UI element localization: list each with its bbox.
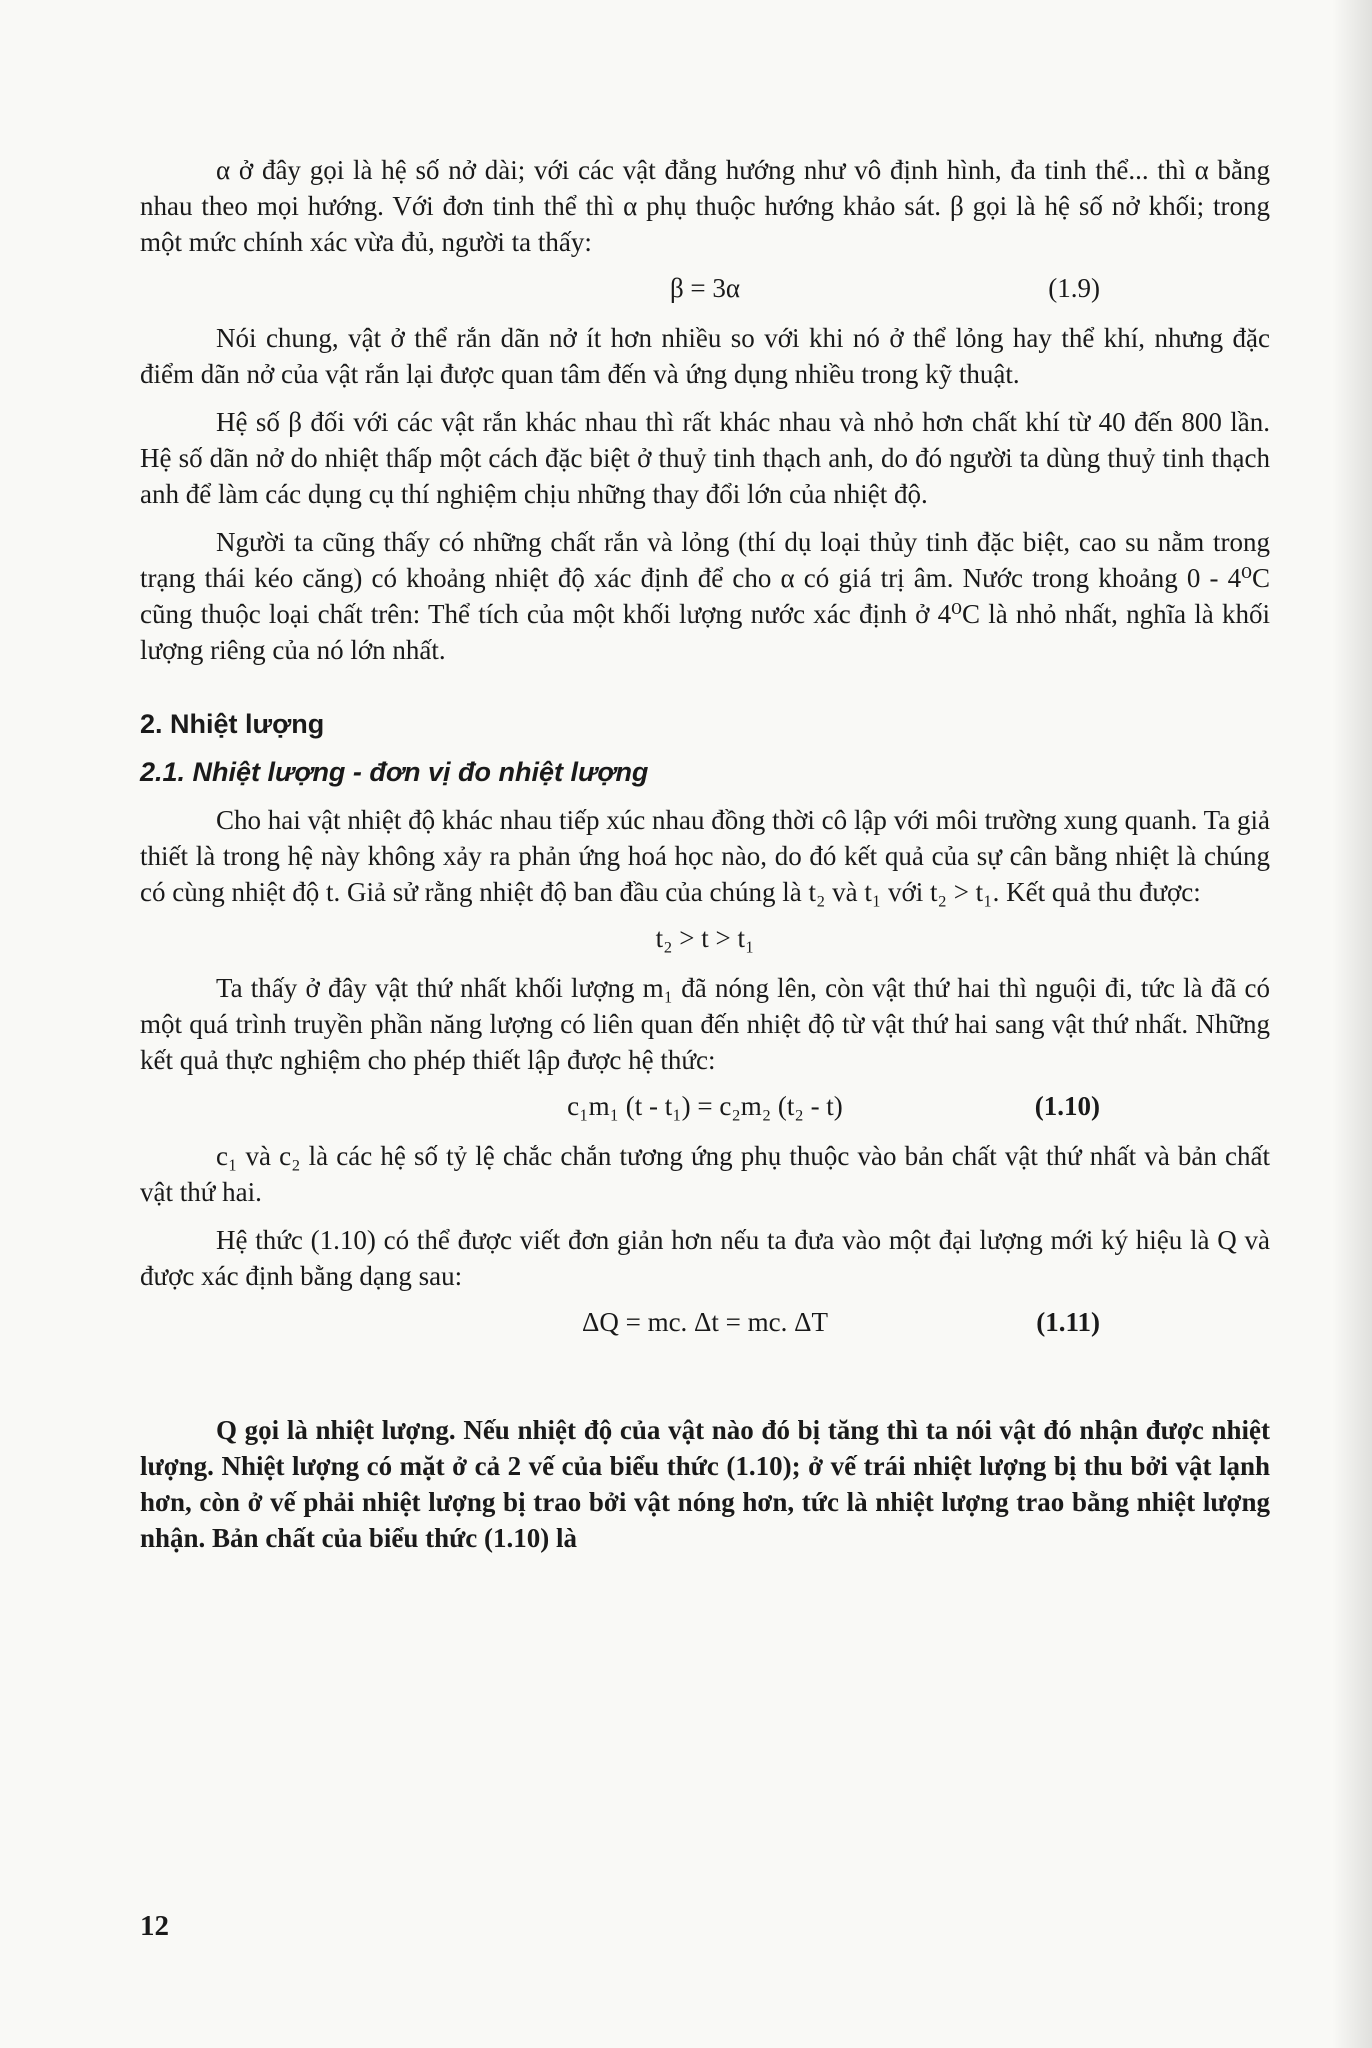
section-title: 2. Nhiệt lượng	[140, 709, 325, 739]
inequality-temperatures	[140, 920, 1270, 956]
equation-formula: c₁m₁ (t - t₁) = c₂m₂ (t₂ - t)	[567, 1091, 843, 1121]
paragraph-beta-coefficient: Hệ số β đối với các vật rắn khác nhau thì rất khác nhau và nhỏ hơn chất khí từ 40 đến 800 lần. Hệ số dãn nở do nhiệt thấp một cách đặc biệt ở thuỷ tinh thạch anh, do đó người ta dùng thuỷ tinh thạch anh để làm các dụng cụ thí nghiệm chịu những thay đổi lớn của nhiệt độ.	[140, 407, 1270, 509]
inequality-formula: t₂ > t > t₁	[655, 923, 755, 953]
spacer	[140, 1354, 1270, 1412]
equation-1-11	[140, 1304, 1270, 1340]
equation-number: (1.10)	[1034, 1091, 1100, 1121]
paragraph-coefficients: c₁ và c₂ là các hệ số tỷ lệ chắc chắn tương ứng phụ thuộc vào bản chất vật thứ nhất và bản chất vật thứ hai.	[140, 1141, 1270, 1207]
subsection-title: 2.1. Nhiệt lượng - đơn vị đo nhiệt lượng	[140, 757, 649, 787]
equation-number: (1.9)	[1048, 273, 1100, 303]
page-number: 12	[140, 1910, 169, 1942]
page-content	[140, 152, 1270, 1556]
equation-formula: ΔQ = mc. Δt = mc. ΔT	[581, 1307, 828, 1337]
equation-formula: β = 3α	[669, 273, 741, 303]
paragraph-negative-alpha: Người ta cũng thấy có những chất rắn và lỏng (thí dụ loại thủy tinh đặc biệt, cao su nằm trong trạng thái kéo căng) có khoảng nhiệt độ xác định để cho α có giá trị âm. Nước trong khoảng 0 - 4⁰C cũng thuộc loại chất trên: Thể tích của một khối lượng nước xác định ở 4⁰C là nhỏ nhất, nghĩa là khối lượng riêng của nó lớn nhất.	[140, 527, 1270, 665]
paragraph-energy-transfer: Ta thấy ở đây vật thứ nhất khối lượng m₁ đã nóng lên, còn vật thứ hai thì nguội đi, tức là đã có một quá trình truyền phần năng lượng có liên quan đến nhiệt độ từ vật thứ hai sang vật thứ nhất. Những kết quả thực nghiệm cho phép thiết lập được hệ thức:	[140, 973, 1270, 1075]
paragraph-thermal-contact: Cho hai vật nhiệt độ khác nhau tiếp xúc nhau đồng thời cô lập với môi trường xung quanh. Ta giả thiết là trong hệ này không xảy ra phản ứng hoá học nào, do đó kết quả của sự cân bằng nhiệt là chúng có cùng nhiệt độ t. Giả sử rằng nhiệt độ ban đầu của chúng là t₂ và t₁ với t₂ > t₁. Kết quả thu được:	[140, 805, 1270, 907]
equation-1-9	[140, 270, 1270, 306]
paragraph-solid-expansion: Nói chung, vật ở thể rắn dãn nở ít hơn nhiều so với khi nó ở thể lỏng hay thể khí, nhưng đặc điểm dãn nở của vật rắn lại được quan tâm đến và ứng dụng nhiều trong kỹ thuật.	[140, 323, 1270, 389]
paragraph-heat-quantity: Q gọi là nhiệt lượng. Nếu nhiệt độ của vật nào đó bị tăng thì ta nói vật đó nhận được nhiệt lượng. Nhiệt lượng có mặt ở cả 2 vế của biểu thức (1.10); ở vế trái nhiệt lượng bị thu bởi vật lạnh hơn, còn ở vế phải nhiệt lượng bị trao bởi vật nóng hơn, tức là nhiệt lượng trao bằng nhiệt lượng nhận. Bản chất của biểu thức (1.10) là	[140, 1415, 1270, 1553]
equation-1-10	[140, 1088, 1270, 1124]
paragraph-expansion-coefficient: α ở đây gọi là hệ số nở dài; với các vật đẳng hướng như vô định hình, đa tinh thể... thì α bằng nhau theo mọi hướng. Với đơn tinh thể thì α phụ thuộc hướng khảo sát. β gọi là hệ số nở khối; trong một mức chính xác vừa đủ, người ta thấy:	[140, 155, 1270, 257]
equation-number: (1.11)	[1036, 1307, 1100, 1337]
paragraph-define-q: Hệ thức (1.10) có thể được viết đơn giản hơn nếu ta đưa vào một đại lượng mới ký hiệu là Q và được xác định bằng dạng sau:	[140, 1225, 1270, 1291]
